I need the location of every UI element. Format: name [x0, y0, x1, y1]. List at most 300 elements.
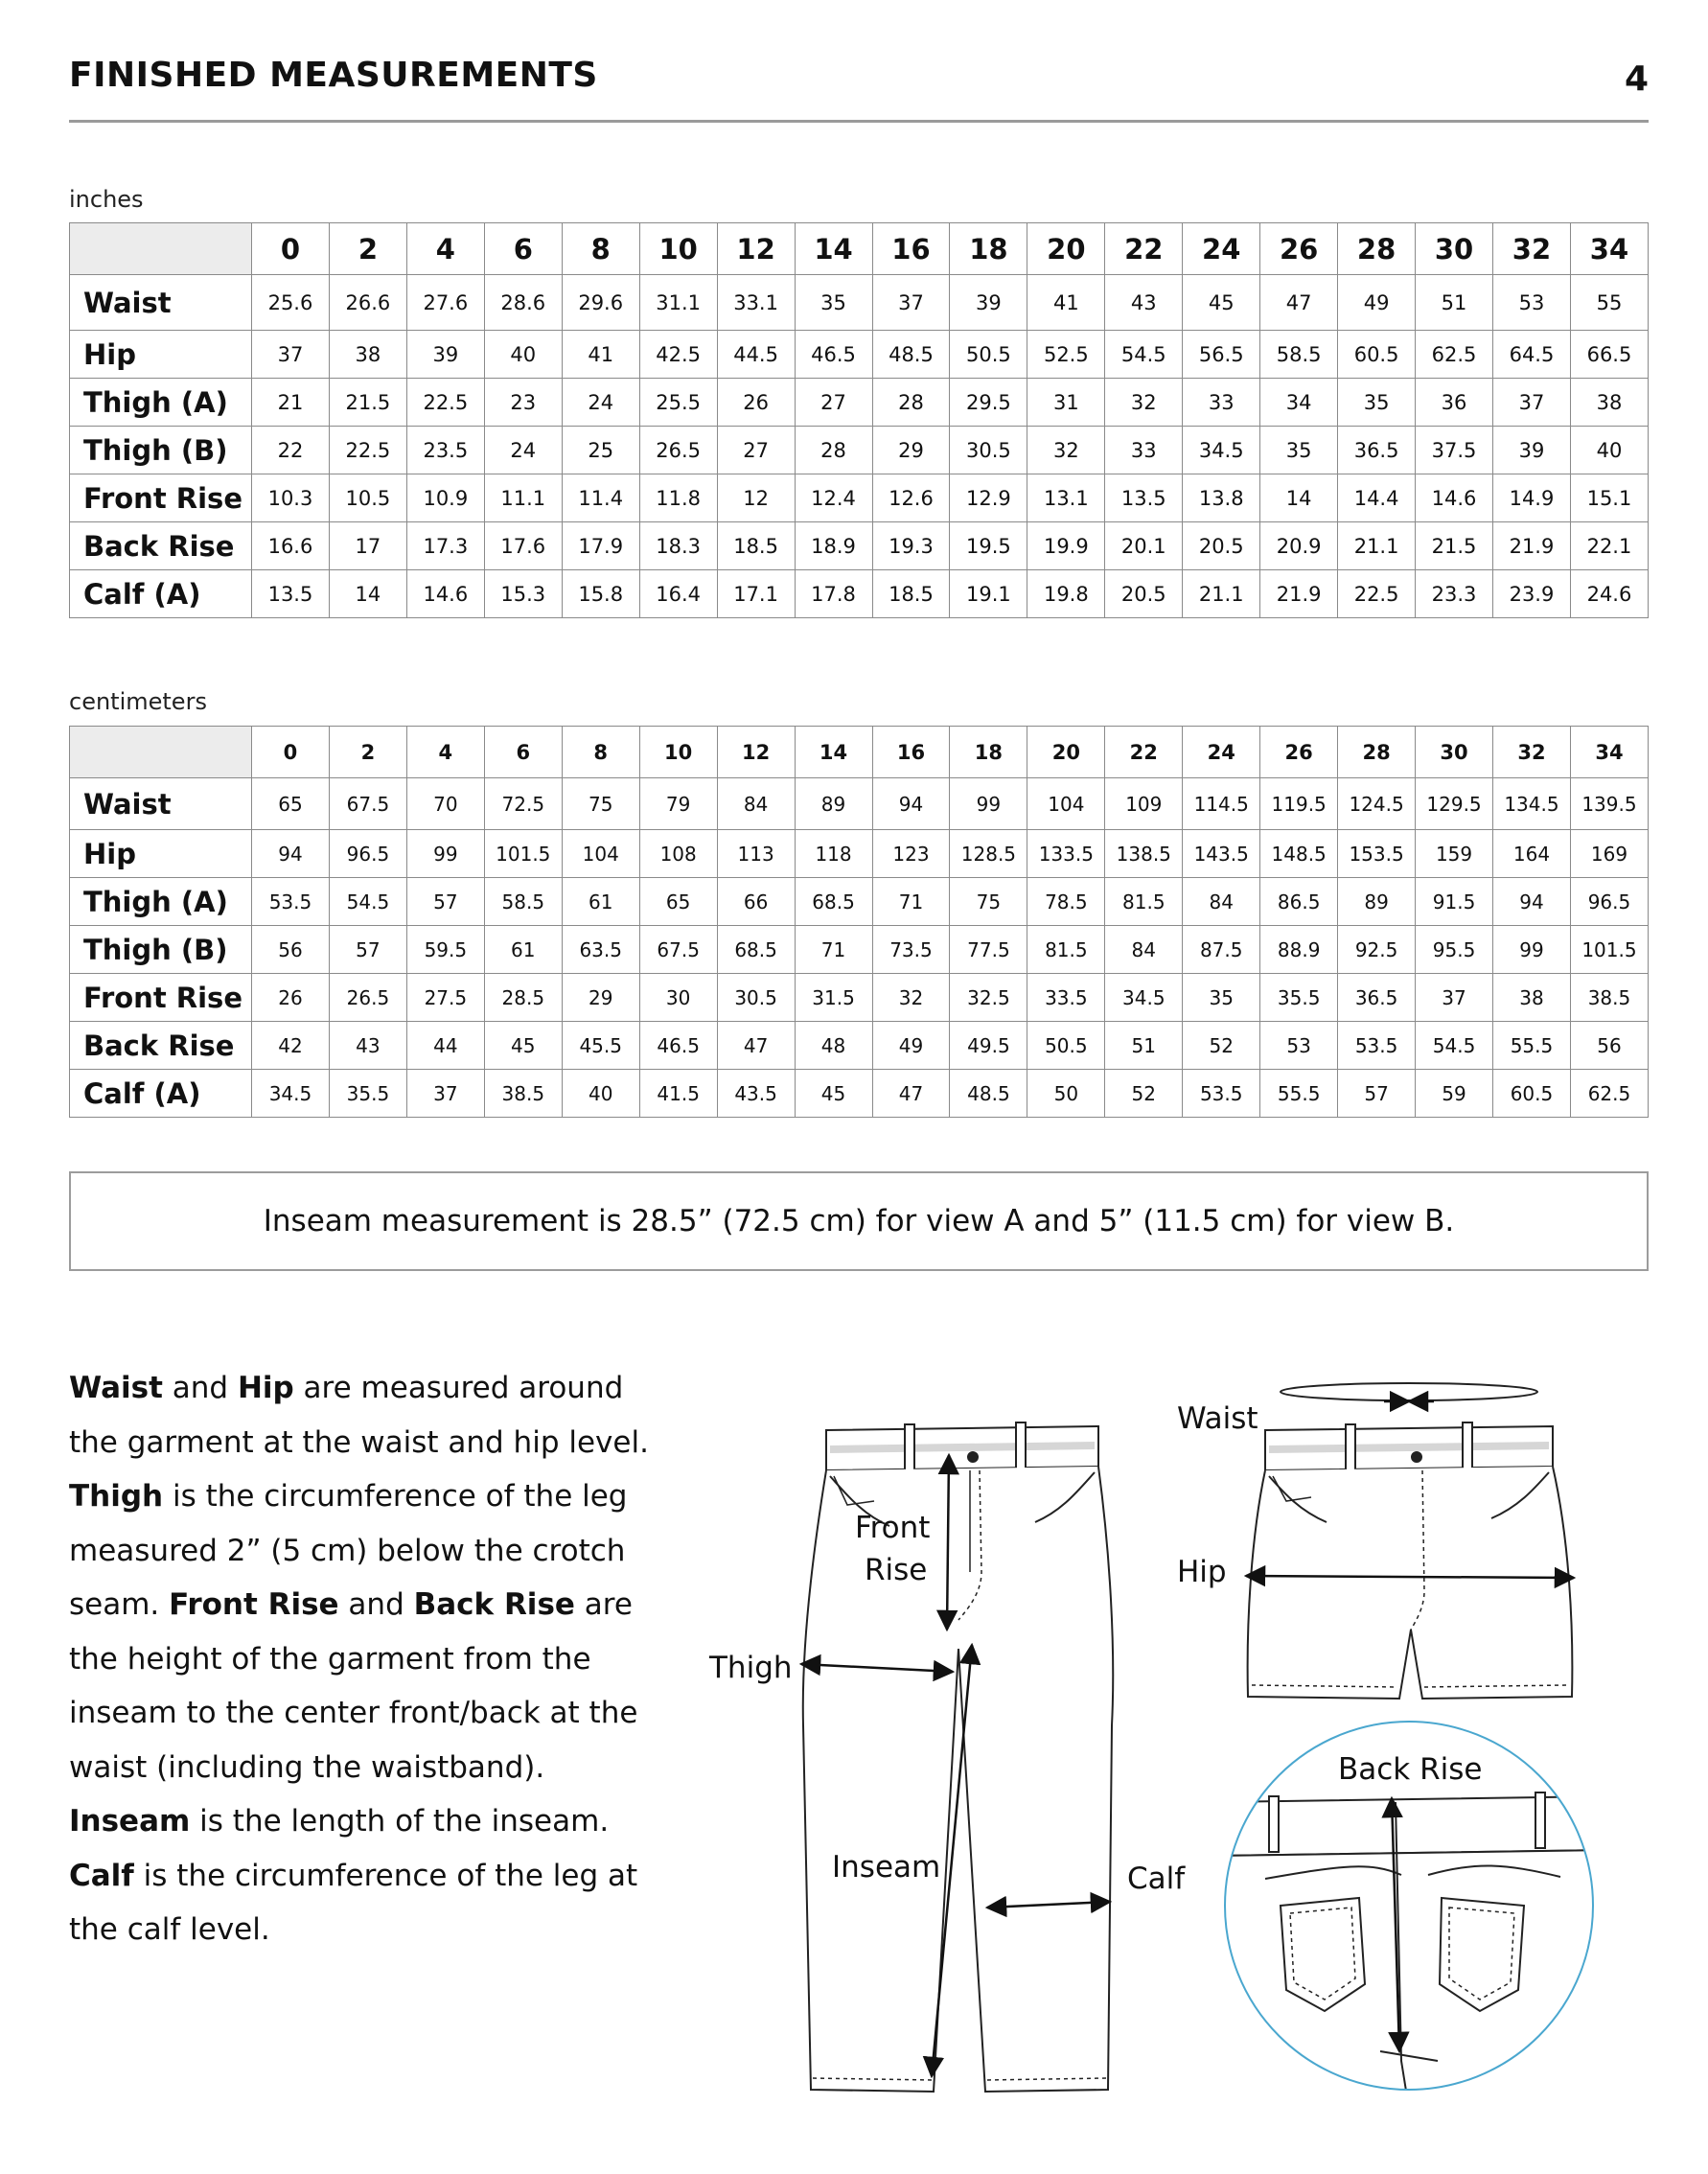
table-cell: 47 [717, 1022, 795, 1070]
table-cell: 119.5 [1260, 778, 1338, 830]
table-cell: 18.3 [639, 522, 717, 570]
table-cell: 49 [872, 1022, 950, 1070]
table-cell: 30.5 [717, 974, 795, 1022]
table-cell: 18.9 [795, 522, 872, 570]
row-label: Back Rise [70, 522, 252, 570]
table-cell: 18.5 [872, 570, 950, 618]
table-cell: 19.9 [1027, 522, 1105, 570]
table-cell: 20.1 [1105, 522, 1183, 570]
desc-text: is the circumference of the leg measured 2” (5 cm) below the crotch seam. [69, 1479, 628, 1622]
table-cell: 53 [1493, 275, 1571, 331]
row-label: Calf (A) [70, 1070, 252, 1118]
desc-text: and [162, 1371, 238, 1405]
table-cell: 36 [1416, 379, 1493, 427]
table-cell: 28 [795, 427, 872, 474]
table-cell: 32 [872, 974, 950, 1022]
table-cell: 23.5 [406, 427, 484, 474]
table-cell: 99 [406, 830, 484, 878]
table-cell: 118 [795, 830, 872, 878]
table-cell: 32 [1105, 379, 1183, 427]
table-cell: 44 [406, 1022, 484, 1070]
table-cell: 124.5 [1338, 778, 1416, 830]
table-cell: 17 [329, 522, 406, 570]
table-cell: 14.6 [406, 570, 484, 618]
table-cell: 101.5 [484, 830, 562, 878]
table-cell: 56.5 [1183, 331, 1260, 379]
table-cell: 84 [717, 778, 795, 830]
back-view-drawing [1198, 1792, 1620, 2109]
desc-term-front-rise: Front Rise [169, 1587, 339, 1622]
table-cell: 25.5 [639, 379, 717, 427]
table-cell: 71 [795, 926, 872, 974]
table-cell: 33 [1105, 427, 1183, 474]
table-cell: 138.5 [1105, 830, 1183, 878]
table-cell: 50 [1027, 1070, 1105, 1118]
table-cell: 143.5 [1183, 830, 1260, 878]
table-cell: 70 [406, 778, 484, 830]
table-cell: 99 [950, 778, 1027, 830]
desc-term-inseam: Inseam [69, 1804, 191, 1839]
desc-text: are measured around the garment at the waist and hip level. [69, 1371, 649, 1460]
table-cell: 129.5 [1416, 778, 1493, 830]
table-cell: 39 [406, 331, 484, 379]
table-cell: 59.5 [406, 926, 484, 974]
table-cell: 50.5 [950, 331, 1027, 379]
table-cell: 55.5 [1493, 1022, 1571, 1070]
desc-term-back-rise: Back Rise [413, 1587, 575, 1622]
table-cell: 10.5 [329, 474, 406, 522]
table-cell: 19.1 [950, 570, 1027, 618]
table-cell: 37 [1493, 379, 1571, 427]
table-cell: 21 [252, 379, 330, 427]
row-label: Front Rise [70, 474, 252, 522]
table-cell: 34.5 [252, 1070, 330, 1118]
label-back-rise: Back Rise [1338, 1752, 1483, 1787]
table-cell: 21.5 [1416, 522, 1493, 570]
table-cell: 75 [562, 778, 639, 830]
table-cell: 53.5 [1338, 1022, 1416, 1070]
table-cell: 96.5 [329, 830, 406, 878]
table-cell: 128.5 [950, 830, 1027, 878]
table-cell: 14.9 [1493, 474, 1571, 522]
table-cell: 49.5 [950, 1022, 1027, 1070]
table-cell: 159 [1416, 830, 1493, 878]
table-cell: 11.8 [639, 474, 717, 522]
pants-front-drawing [803, 1422, 1113, 2092]
size-header: 22 [1105, 223, 1183, 275]
table-cell: 35 [795, 275, 872, 331]
table-cell: 17.8 [795, 570, 872, 618]
table-cell: 24.6 [1570, 570, 1648, 618]
table-cell: 47 [872, 1070, 950, 1118]
page-number: 4 [1624, 59, 1649, 99]
table-cell: 78.5 [1027, 878, 1105, 926]
size-header: 18 [950, 727, 1027, 778]
table-cell: 53.5 [1183, 1070, 1260, 1118]
table-cell: 31.5 [795, 974, 872, 1022]
table-cell: 14 [329, 570, 406, 618]
table-cell: 34.5 [1183, 427, 1260, 474]
table-cell: 59 [1416, 1070, 1493, 1118]
size-header: 28 [1338, 223, 1416, 275]
table-cell: 33.5 [1027, 974, 1105, 1022]
table-cell: 57 [329, 926, 406, 974]
table-cell: 38.5 [484, 1070, 562, 1118]
row-label: Thigh (A) [70, 379, 252, 427]
size-header: 20 [1027, 727, 1105, 778]
table-cell: 153.5 [1338, 830, 1416, 878]
table-cell: 46.5 [639, 1022, 717, 1070]
table-cell: 33 [1183, 379, 1260, 427]
table-cell: 101.5 [1570, 926, 1648, 974]
size-header: 24 [1183, 223, 1260, 275]
table-cell: 64.5 [1493, 331, 1571, 379]
size-header: 4 [406, 727, 484, 778]
table-cell: 84 [1183, 878, 1260, 926]
table-cell: 17.6 [484, 522, 562, 570]
table-cell: 31.1 [639, 275, 717, 331]
table-cell: 47 [1260, 275, 1338, 331]
size-header: 8 [562, 727, 639, 778]
page-title: FINISHED MEASUREMENTS [69, 56, 598, 95]
table-cell: 123 [872, 830, 950, 878]
table-cell: 22.5 [1338, 570, 1416, 618]
table-cell: 88.9 [1260, 926, 1338, 974]
size-header: 2 [329, 727, 406, 778]
table-cell: 53.5 [252, 878, 330, 926]
table-cell: 50.5 [1027, 1022, 1105, 1070]
table-cell: 95.5 [1416, 926, 1493, 974]
table-cell: 39 [950, 275, 1027, 331]
table-cell: 31 [1027, 379, 1105, 427]
table-cell: 81.5 [1105, 878, 1183, 926]
table-cell: 42.5 [639, 331, 717, 379]
size-header: 30 [1416, 727, 1493, 778]
row-label: Thigh (B) [70, 926, 252, 974]
size-header: 6 [484, 727, 562, 778]
table-cell: 164 [1493, 830, 1571, 878]
table-cell: 36.5 [1338, 974, 1416, 1022]
size-header: 20 [1027, 223, 1105, 275]
table-cell: 52.5 [1027, 331, 1105, 379]
table-cell: 62.5 [1570, 1070, 1648, 1118]
table-cell: 30.5 [950, 427, 1027, 474]
table-cell: 23.9 [1493, 570, 1571, 618]
label-inseam: Inseam [832, 1850, 941, 1885]
size-header: 30 [1416, 223, 1493, 275]
table-cell: 55 [1570, 275, 1648, 331]
table-cell: 27.5 [406, 974, 484, 1022]
table-cell: 75 [950, 878, 1027, 926]
table-cell: 23 [484, 379, 562, 427]
table-cell: 148.5 [1260, 830, 1338, 878]
desc-text: are the height of the garment from the inseam to the center front/back at the waist (including the waistband). [69, 1587, 638, 1785]
row-label: Hip [70, 830, 252, 878]
table-cell: 21.9 [1493, 522, 1571, 570]
table-cell: 20.5 [1105, 570, 1183, 618]
table-cell: 39 [1493, 427, 1571, 474]
table-cell: 11.1 [484, 474, 562, 522]
size-header: 28 [1338, 727, 1416, 778]
table-cell: 27 [717, 427, 795, 474]
table-cell: 58.5 [1260, 331, 1338, 379]
table-cell: 45.5 [562, 1022, 639, 1070]
label-hip: Hip [1177, 1555, 1227, 1589]
table-cell: 17.1 [717, 570, 795, 618]
size-header: 10 [639, 223, 717, 275]
table-cell: 22.1 [1570, 522, 1648, 570]
table-cell: 42 [252, 1022, 330, 1070]
table-cell: 79 [639, 778, 717, 830]
table-cell: 22.5 [406, 379, 484, 427]
table-cell: 67.5 [329, 778, 406, 830]
row-label: Waist [70, 778, 252, 830]
row-label: Calf (A) [70, 570, 252, 618]
size-header: 6 [484, 223, 562, 275]
row-label: Thigh (A) [70, 878, 252, 926]
table-cell: 26.5 [329, 974, 406, 1022]
table-cell: 19.8 [1027, 570, 1105, 618]
table-cell: 25.6 [252, 275, 330, 331]
table-cell: 12 [717, 474, 795, 522]
size-header: 12 [717, 727, 795, 778]
table-cell: 46.5 [795, 331, 872, 379]
centimeters-label: centimeters [69, 688, 207, 715]
table-cell: 53 [1260, 1022, 1338, 1070]
table-cell: 19.5 [950, 522, 1027, 570]
table-cell: 104 [1027, 778, 1105, 830]
size-header: 0 [252, 223, 330, 275]
table-cell: 26 [252, 974, 330, 1022]
table-cell: 134.5 [1493, 778, 1571, 830]
table-cell: 34.5 [1105, 974, 1183, 1022]
table-cell: 27 [795, 379, 872, 427]
table-cell: 43 [329, 1022, 406, 1070]
table-cell: 45 [484, 1022, 562, 1070]
desc-term-waist: Waist [69, 1371, 163, 1405]
table-cell: 37 [406, 1070, 484, 1118]
table-cell: 12.9 [950, 474, 1027, 522]
table-cell: 57 [1338, 1070, 1416, 1118]
table-cell: 25 [562, 427, 639, 474]
table-cell: 114.5 [1183, 778, 1260, 830]
table-cell: 84 [1105, 926, 1183, 974]
row-label: Back Rise [70, 1022, 252, 1070]
size-header: 26 [1260, 727, 1338, 778]
size-header: 32 [1493, 223, 1571, 275]
shorts-front-drawing [1248, 1383, 1573, 1699]
table-cell: 15.1 [1570, 474, 1648, 522]
table-cell: 29 [562, 974, 639, 1022]
table-cell: 94 [872, 778, 950, 830]
table-cell: 13.1 [1027, 474, 1105, 522]
table-cell: 26 [717, 379, 795, 427]
table-cell: 96.5 [1570, 878, 1648, 926]
table-cell: 45 [1183, 275, 1260, 331]
table-cell: 22.5 [329, 427, 406, 474]
size-header: 24 [1183, 727, 1260, 778]
table-cell: 37 [1416, 974, 1493, 1022]
table-cell: 21.1 [1338, 522, 1416, 570]
table-cell: 92.5 [1338, 926, 1416, 974]
size-header: 32 [1493, 727, 1571, 778]
table-cell: 17.3 [406, 522, 484, 570]
table-cell: 51 [1416, 275, 1493, 331]
table-cell: 94 [252, 830, 330, 878]
table-cell: 33.1 [717, 275, 795, 331]
row-label: Thigh (B) [70, 427, 252, 474]
table-cell: 14.6 [1416, 474, 1493, 522]
table-cell: 38 [1493, 974, 1571, 1022]
table-cell: 43.5 [717, 1070, 795, 1118]
desc-term-hip: Hip [237, 1371, 294, 1405]
table-cell: 15.3 [484, 570, 562, 618]
table-cell: 14 [1260, 474, 1338, 522]
table-cell: 48.5 [950, 1070, 1027, 1118]
table-cell: 14.4 [1338, 474, 1416, 522]
table-cell: 24 [562, 379, 639, 427]
table-cell: 19.3 [872, 522, 950, 570]
table-cell: 13.8 [1183, 474, 1260, 522]
table-cell: 38 [329, 331, 406, 379]
table-cell: 27.6 [406, 275, 484, 331]
label-front-rise-2: Rise [865, 1553, 928, 1587]
table-cell: 18.5 [717, 522, 795, 570]
table-cell: 108 [639, 830, 717, 878]
table-cell: 55.5 [1260, 1070, 1338, 1118]
table-cell: 54.5 [329, 878, 406, 926]
size-header: 18 [950, 223, 1027, 275]
table-cell: 34 [1260, 379, 1338, 427]
table-cell: 30 [639, 974, 717, 1022]
table-cell: 86.5 [1260, 878, 1338, 926]
table-cell: 35.5 [1260, 974, 1338, 1022]
table-cell: 22 [252, 427, 330, 474]
table-cell: 48 [795, 1022, 872, 1070]
table-cell: 68.5 [795, 878, 872, 926]
table-cell: 17.9 [562, 522, 639, 570]
table-cell: 81.5 [1027, 926, 1105, 974]
table-cell: 11.4 [562, 474, 639, 522]
table-cell: 60.5 [1493, 1070, 1571, 1118]
table-cell: 38 [1570, 379, 1648, 427]
table-cell: 20.9 [1260, 522, 1338, 570]
size-header: 26 [1260, 223, 1338, 275]
table-cell: 48.5 [872, 331, 950, 379]
size-header: 0 [252, 727, 330, 778]
table-cell: 28 [872, 379, 950, 427]
label-thigh: Thigh [709, 1651, 793, 1685]
table-cell: 21.9 [1260, 570, 1338, 618]
table-cell: 54.5 [1416, 1022, 1493, 1070]
table-cell: 35 [1338, 379, 1416, 427]
table-cell: 94 [1493, 878, 1571, 926]
table-cell: 16.6 [252, 522, 330, 570]
table-cell: 139.5 [1570, 778, 1648, 830]
table-cell: 20.5 [1183, 522, 1260, 570]
table-cell: 44.5 [717, 331, 795, 379]
desc-term-thigh: Thigh [69, 1479, 164, 1514]
table-cell: 40 [1570, 427, 1648, 474]
row-label: Hip [70, 331, 252, 379]
table-cell: 21.1 [1183, 570, 1260, 618]
table-cell: 109 [1105, 778, 1183, 830]
table-cell: 32.5 [950, 974, 1027, 1022]
table-cell: 28.5 [484, 974, 562, 1022]
table-cell: 38.5 [1570, 974, 1648, 1022]
row-label: Front Rise [70, 974, 252, 1022]
size-header: 16 [872, 727, 950, 778]
table-cell: 68.5 [717, 926, 795, 974]
table-cell: 77.5 [950, 926, 1027, 974]
table-cell: 58.5 [484, 878, 562, 926]
table-cell: 54.5 [1105, 331, 1183, 379]
table-cell: 29 [872, 427, 950, 474]
table-cell: 12.4 [795, 474, 872, 522]
size-header: 34 [1570, 223, 1648, 275]
table-cell: 62.5 [1416, 331, 1493, 379]
table-cell: 37 [252, 331, 330, 379]
table-cell: 66 [717, 878, 795, 926]
table-cell: 169 [1570, 830, 1648, 878]
table-cell: 67.5 [639, 926, 717, 974]
table-cell: 66.5 [1570, 331, 1648, 379]
size-header: 16 [872, 223, 950, 275]
table-cell: 40 [562, 1070, 639, 1118]
table-cell: 99 [1493, 926, 1571, 974]
table-cell: 21.5 [329, 379, 406, 427]
table-cell: 133.5 [1027, 830, 1105, 878]
table-cell: 26.6 [329, 275, 406, 331]
table-cell: 71 [872, 878, 950, 926]
table-cell: 29.5 [950, 379, 1027, 427]
table-cell: 12.6 [872, 474, 950, 522]
table-cell: 45 [795, 1070, 872, 1118]
table-cell: 65 [639, 878, 717, 926]
table-cell: 24 [484, 427, 562, 474]
table-cell: 52 [1183, 1022, 1260, 1070]
table-cell: 15.8 [562, 570, 639, 618]
size-header: 14 [795, 727, 872, 778]
inseam-note-text: Inseam measurement is 28.5” (72.5 cm) for view A and 5” (11.5 cm) for view B. [263, 1204, 1455, 1238]
table-cell: 10.9 [406, 474, 484, 522]
table-cell: 40 [484, 331, 562, 379]
inches-label: inches [69, 186, 144, 213]
table-cell: 65 [252, 778, 330, 830]
row-label: Waist [70, 275, 252, 331]
table-cell: 56 [252, 926, 330, 974]
table-cell: 104 [562, 830, 639, 878]
table-cell: 16.4 [639, 570, 717, 618]
table-cell: 60.5 [1338, 331, 1416, 379]
table-cell: 29.6 [562, 275, 639, 331]
table-cell: 36.5 [1338, 427, 1416, 474]
table-cell: 35 [1183, 974, 1260, 1022]
table-cell: 32 [1027, 427, 1105, 474]
table-cell: 72.5 [484, 778, 562, 830]
table-cell: 89 [795, 778, 872, 830]
table-cell: 13.5 [252, 570, 330, 618]
table-cell: 52 [1105, 1070, 1183, 1118]
table-cell: 73.5 [872, 926, 950, 974]
table-cell: 26.5 [639, 427, 717, 474]
table-cell: 113 [717, 830, 795, 878]
desc-text: is the length of the inseam. [190, 1804, 610, 1839]
table-cell: 37.5 [1416, 427, 1493, 474]
table-cell: 91.5 [1416, 878, 1493, 926]
table-cell: 23.3 [1416, 570, 1493, 618]
table-cell: 61 [484, 926, 562, 974]
